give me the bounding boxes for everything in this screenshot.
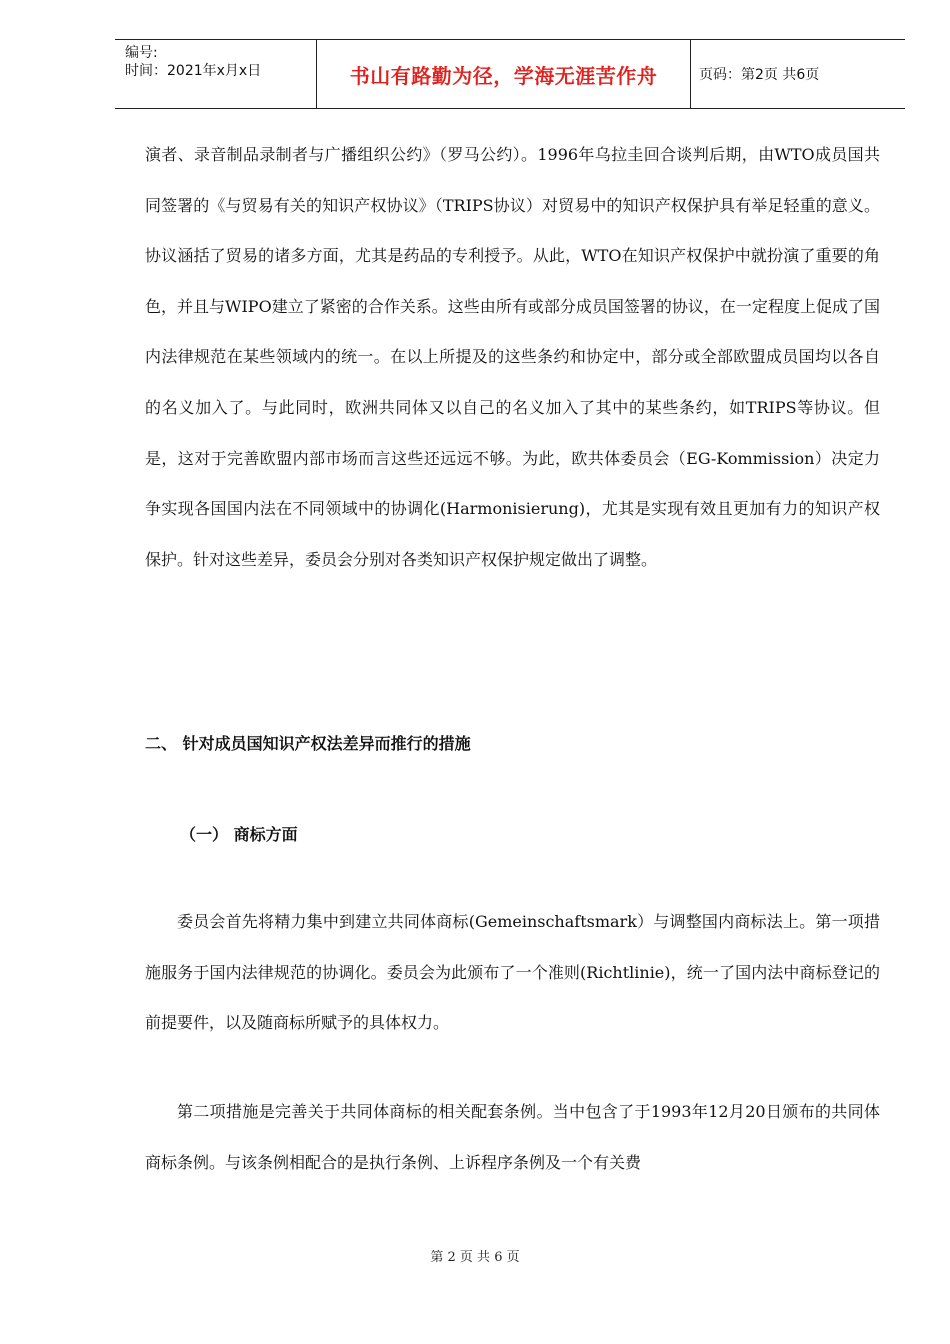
document-body [145, 130, 880, 585]
header-motto-cell [317, 40, 691, 108]
header-meta-cell [115, 40, 317, 108]
body-paragraph: 委员会首先将精力集中到建立共同体商标(Gemeinschaftsmark）与调整国内商标法上。第一项措施服务于国内法律规范的协调化。委员会为此颁布了一个准则(Richtlinie)，统一了国内法中商标登记的前提要件，以及随商标所赋予的具体权力。 [145, 912, 880, 1033]
header-page-cell [691, 40, 905, 108]
subsection-heading: （一） 商标方面 [180, 825, 298, 844]
header-page-info: 页码：第2页 共6页 [699, 67, 820, 83]
body-paragraph: 演者、录音制品录制者与广播组织公约》（罗马公约）。1996年乌拉圭回合谈判后期，由WTO成员国共同签署的《与贸易有关的知识产权协议》（TRIPS协议）对贸易中的知识产权保护具有举足轻重的意义。协议涵括了贸易的诸多方面，尤其是药品的专利授予。从此，WTO在知识产权保护中就扮演了重要的角色，并且与WIPO建立了紧密的合作关系。这些由所有或部分成员国签署的协议，在一定程度上促成了国内法律规范在某些领域内的统一。在以上所提及的这些条约和协定中，部分或全部欧盟成员国均以各自的名义加入了。与此同时，欧洲共同体又以自己的名义加入了其中的某些条约，如TRIPS等协议。但是，这对于完善欧盟内部市场而言这些还远远不够。为此，欧共体委员会（EG-Kommission）决定力争实现各国国内法在不同领域中的协调化(Harmonisierung)，尤其是实现有效且更加有力的知识产权保护。针对这些差异，委员会分别对各类知识产权保护规定做出了调整。 [145, 145, 880, 569]
header-motto: 书山有路勤为径，学海无涯苦作舟 [349, 63, 658, 88]
trademark-section-body [145, 897, 880, 1049]
serial-number-label: 编号: [125, 45, 158, 61]
footer-page-number: 第 2 页 共 6 页 [430, 1250, 520, 1265]
page-footer [0, 1246, 950, 1265]
body-paragraph: 第二项措施是完善关于共同体商标的相关配套条例。当中包含了于1993年12月20日颁布的共同体商标条例。与该条例相配合的是执行条例、上诉程序条例及一个有关费 [145, 1102, 880, 1172]
trademark-section-body-2 [145, 1087, 880, 1188]
document-header [115, 39, 905, 109]
section-heading: 二、 针对成员国知识产权法差异而推行的措施 [145, 734, 471, 753]
date-label: 时间：2021年x月x日 [125, 63, 262, 79]
